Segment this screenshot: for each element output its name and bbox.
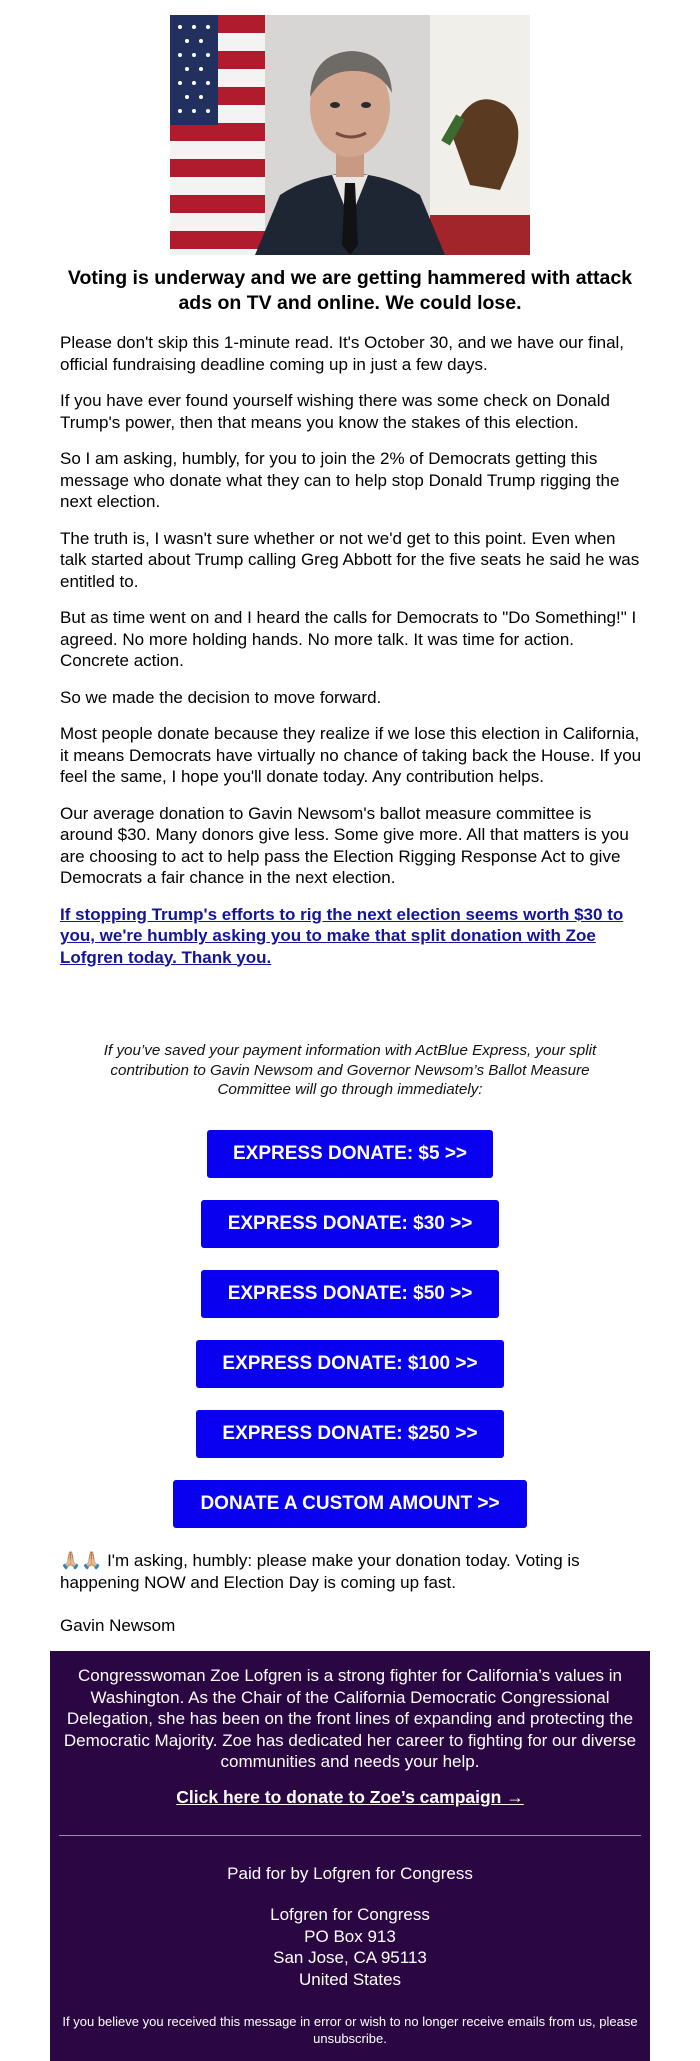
signature: Gavin Newsom (60, 1616, 176, 1635)
paragraph-8: Our average donation to Gavin Newsom's ballot measure committee is around $30. Many donors give less. Some give more. All that matters is you are choosing to act to help pass the Election Rigging Response Act to give Democrats a fair chance in the next election. (60, 803, 629, 887)
unsubscribe-note[interactable]: If you believe you received this message in error or wish to no longer receive emails from us, please unsubscribe. (62, 2014, 638, 2046)
address-line: San Jose, CA 95113 (273, 1948, 427, 1967)
candidate-bio: Congresswoman Zoe Lofgren is a strong fighter for California’s values in Washington. As the Chair of the California Democratic Congressional Delegation, she has been on the front lines of expanding and protecting the Democratic Majority. Zoe has dedicated her career to fighting for our diverse communities and needs your help. (63, 1666, 637, 1771)
address-line: Lofgren for Congress (270, 1905, 430, 1924)
split-donation-link[interactable]: If stopping Trump's efforts to rig the next election seems worth $30 to you, we're humbly asking you to make that split donation with Zoe Lofgren today. Thank you. (60, 904, 624, 967)
california-flag-graphic (430, 15, 530, 255)
closing-text: I'm asking, humbly: please make your donation today. Voting is happening NOW and Election Day is coming up fast. (60, 1551, 580, 1592)
hero-photo (170, 15, 530, 255)
praying-hands-icon: 🙏🏼🙏🏼 (60, 1551, 103, 1570)
express-donate-100-button[interactable]: EXPRESS DONATE: $100 >> (196, 1340, 504, 1388)
actblue-express-note: If you’ve saved your payment information with ActBlue Express, your split contribution to Gavin Newsom and Governor Newsom’s Ballot Measure Committee will go through immediately: (103, 1042, 597, 1098)
paragraph-3: So I am asking, humbly, for you to join the 2% of Democrats getting this message who donate what they can to help stop Donald Trump rigging the next election. (60, 449, 620, 511)
donate-custom-amount-button[interactable]: DONATE A CUSTOM AMOUNT >> (173, 1480, 527, 1528)
paid-for-disclaimer: Paid for by Lofgren for Congress (227, 1864, 473, 1883)
express-donate-5-button[interactable]: EXPRESS DONATE: $5 >> (207, 1130, 493, 1178)
cta-paragraph (60, 904, 642, 969)
paragraph-7: Most people donate because they realize if we lose this election in California, it means Democrats have virtually no chance of taking back the House. If you feel the same, I hope you'll donate today. Any contribution helps. (60, 724, 642, 786)
express-donate-50-button[interactable]: EXPRESS DONATE: $50 >> (201, 1270, 499, 1318)
us-flag-graphic (170, 15, 265, 255)
paragraph-2: If you have ever found yourself wishing there was some check on Donald Trump's power, then that means you know the stakes of this election. (60, 391, 610, 432)
paragraph-6: So we made the decision to move forward. (60, 687, 382, 707)
paragraph-5: But as time went on and I heard the calls for Democrats to "Do Something!" I agreed. No more holding hands. No more talk. It was time for action. Concrete action. (60, 608, 637, 670)
paragraph-1: Please don't skip this 1-minute read. It's October 30, and we have our final, official fundraising deadline coming up in just a few days. (60, 333, 625, 374)
mailing-address (50, 1904, 650, 1990)
message-body (60, 332, 642, 983)
footer-divider (59, 1835, 641, 1836)
donate-zoe-campaign-link[interactable]: Click here to donate to Zoe’s campaign → (176, 1787, 524, 1807)
paragraph-4: The truth is, I wasn't sure whether or not we'd get to this point. Even when talk started about Trump calling Greg Abbott for the five seats he said he was entitled to. (60, 528, 640, 591)
closing-message (60, 1550, 642, 1593)
express-donate-30-button[interactable]: EXPRESS DONATE: $30 >> (201, 1200, 499, 1248)
headline: Voting is underway and we are getting hammered with attack ads on TV and online. We could lose. (67, 267, 633, 314)
footer (50, 1651, 650, 2061)
express-donate-250-button[interactable]: EXPRESS DONATE: $250 >> (196, 1410, 504, 1458)
address-line: PO Box 913 (304, 1926, 396, 1946)
address-line: United States (298, 1969, 402, 1989)
